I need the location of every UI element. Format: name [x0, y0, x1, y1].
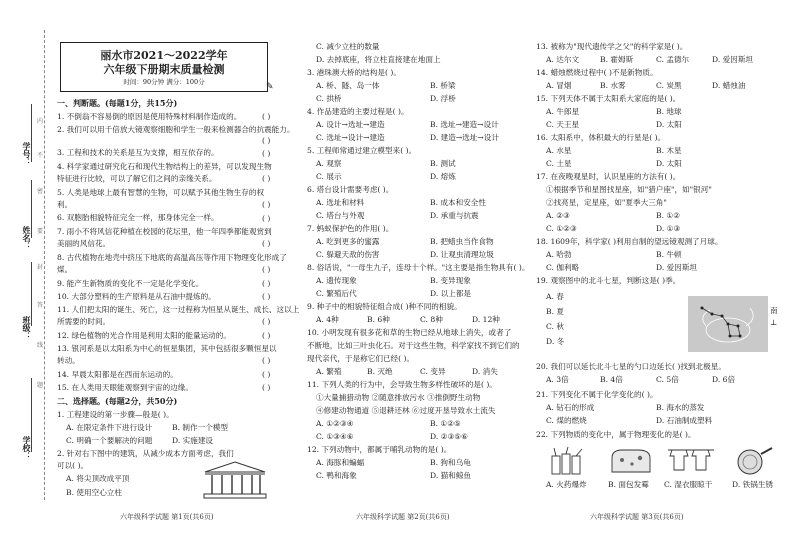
question-line: 11. 人们把太阳的诞生、死亡，这一过程称为恒星从诞生、成长、这以上: [57, 305, 300, 314]
option[interactable]: C. 躲避天敌的伤害: [316, 250, 380, 259]
option[interactable]: B. 面包发霉: [608, 480, 649, 489]
option[interactable]: D. 实施建设: [172, 436, 214, 445]
option[interactable]: A. 火药爆炸: [546, 480, 587, 489]
exam-title: 丽水市2021～2022学年: [100, 49, 228, 62]
option[interactable]: A. ①②③④: [316, 419, 354, 428]
option[interactable]: C. 展示: [316, 172, 342, 181]
option[interactable]: B. 选址→建造→设计: [430, 120, 499, 129]
option[interactable]: A. 海豚和蝙蝠: [316, 458, 365, 467]
answer-bracket[interactable]: ( ): [262, 370, 271, 379]
question-line: 4. 科学家通过研究化石和现代生物结构上的差异，可以发现生物: [57, 162, 272, 171]
question-line: 13. 银河系是以太阳系为中心的恒星集团，其中包括很多颗恒星以: [57, 344, 277, 353]
student-name-label: 姓名：: [22, 226, 32, 250]
option[interactable]: A. 吃到更多的蜜露: [316, 237, 380, 246]
answer-bracket[interactable]: ( ): [262, 317, 271, 326]
option[interactable]: C. 5倍: [656, 375, 679, 384]
option[interactable]: C. 煤的燃烧: [546, 416, 587, 425]
option[interactable]: B. 木星: [656, 146, 682, 155]
option[interactable]: A. 选址和材料: [316, 198, 365, 207]
option[interactable]: D. 蜡烛油: [712, 81, 746, 90]
option[interactable]: D. 太阳: [656, 159, 682, 168]
answer-line: [31, 378, 32, 452]
option[interactable]: B. 狗和乌龟: [430, 458, 471, 467]
option[interactable]: A. 水星: [546, 146, 572, 155]
option[interactable]: B. 霍姆斯: [600, 55, 634, 64]
question-line: 6. 塔台设计需要考虑( )。: [307, 185, 394, 194]
option[interactable]: C. 炭黑: [656, 81, 682, 90]
question-line: 可以( )。: [57, 461, 89, 470]
question-line: 14. 蜡烛燃烧过程中( )不是新物质。: [536, 68, 658, 77]
question-line: 10. 小明发现有很多花和草的生物已经从地球上消失，或者了: [307, 328, 512, 337]
seal-char: 要: [37, 228, 44, 235]
option[interactable]: B. 牛顿: [656, 250, 682, 259]
option[interactable]: D. 熔炼: [430, 172, 456, 181]
question-line: ④修建动物通道 ⑤退耕还林 ⑥过度开垦导致水土流失: [316, 406, 496, 415]
firecracker-image: [548, 446, 592, 476]
question-line: 转动。: [57, 356, 80, 365]
question-line: 11. 下列人类的行为中，会导致生物多样性破坏的是( )。: [307, 380, 497, 389]
question-line: 现代亲代，于是称它们已经( )。: [307, 354, 415, 363]
option[interactable]: C. 天王星: [546, 120, 580, 129]
question-line: 特征进行比较，可以了解它们之间的亲缘关系。: [57, 174, 217, 183]
option[interactable]: A. 遗传现象: [316, 276, 357, 285]
exam-title-box: [60, 42, 268, 92]
seal-char: 密: [37, 188, 44, 195]
option[interactable]: A. ②③: [546, 211, 570, 220]
option[interactable]: D. 冬: [546, 337, 565, 346]
question-line: 12. 绿色植物的光合作用是利用太阳的能量运动的。: [57, 331, 231, 340]
option[interactable]: B. 制作一个模型: [172, 423, 228, 432]
option[interactable]: D. 消失: [472, 367, 498, 376]
option[interactable]: A. 观察: [316, 159, 342, 168]
option[interactable]: D. 浮桥: [430, 94, 456, 103]
seal-char: 题: [37, 382, 44, 389]
section-heading: 一、判断题。(每题1分，共15分): [57, 98, 178, 108]
option[interactable]: B. ①②: [656, 211, 681, 220]
temple-building-image: [200, 460, 270, 502]
option[interactable]: A. 春: [546, 292, 564, 301]
seal-char: 线: [37, 342, 44, 349]
option[interactable]: A. 在限定条件下进行设计: [66, 423, 153, 432]
question-line: 4. 作品建造的主要过程是( )。: [307, 107, 409, 116]
question-line: 5. 工程师常通过建立模型来( )。: [307, 146, 417, 155]
answer-line: [31, 104, 32, 162]
option[interactable]: C. 变异: [420, 367, 446, 376]
option[interactable]: D. 爱因斯坦: [656, 263, 698, 272]
question-line: 2. 我们可以用千倍放大镜观察细胞和学生一般来检测器合的抗震能力。: [57, 125, 295, 134]
option[interactable]: D. 铁锅生锈: [732, 480, 774, 489]
big-dipper-image: [688, 296, 768, 352]
option[interactable]: C. 秋: [546, 322, 564, 331]
answer-bracket[interactable]: ( ): [262, 279, 271, 288]
question-line: 22. 下列物质的变化中，属于物理变化的是( )。: [536, 430, 696, 439]
question-line: ②找亮星，定星座，如"夏季大三角": [546, 198, 667, 207]
question-line: 15. 在人类用天眼能观察到宇宙的边缘。: [57, 383, 193, 392]
page-footer: 六年级科学试题 第2页(共6页): [356, 513, 450, 521]
seal-char: 内: [37, 118, 44, 125]
option[interactable]: B. 桥梁: [430, 81, 456, 90]
option[interactable]: C. ①③④⑥: [316, 432, 354, 441]
question-line: 1. 不倒翁不容易倒的原因是使用特殊材料制作造成的。: [57, 112, 242, 121]
page-footer: 六年级科学试题 第3页(共6页): [590, 513, 684, 521]
student-id-label: 学号：: [22, 142, 32, 166]
answer-bracket[interactable]: ( ): [262, 292, 271, 301]
option[interactable]: D. 以上都是: [430, 289, 472, 298]
option[interactable]: A. 将尖顶改成平顶: [66, 474, 130, 483]
answer-bracket[interactable]: ( ): [262, 331, 271, 340]
question-line: 5. 人类是地球上最有智慧的生物，可以赋予其他生物生存的权: [57, 188, 265, 197]
seal-char: 封: [37, 264, 44, 271]
option[interactable]: D. 去掉底座，将立柱直接建在地面上: [316, 55, 441, 64]
compass-arrow-icon: ⊥: [770, 318, 778, 327]
option[interactable]: B. 夏: [546, 307, 565, 316]
option[interactable]: A. 繁殖: [316, 367, 342, 376]
question-line: 1. 工程建设的第一步骤—般是( )。: [57, 410, 174, 419]
seal-line: [44, 30, 45, 500]
option[interactable]: B. 地球: [656, 107, 682, 116]
question-line: 21. 下列变化不属于化学变化的( )。: [536, 390, 658, 399]
question-line: 2. 针对右下图中的建筑，从减少成本方面考虑，我们: [57, 449, 234, 458]
question-line: 3. 工程和技术的关系是互为支撑，相互依存的。: [57, 148, 219, 157]
seal-char: 答: [37, 302, 44, 309]
question-line: 17. 在夜晚观星时，认识星座的方法有( )。: [536, 172, 681, 181]
option[interactable]: A. 哈勃: [546, 250, 572, 259]
option[interactable]: B. 灭绝: [367, 367, 393, 376]
option[interactable]: B. 使用空心立柱: [66, 488, 122, 497]
option[interactable]: C. 繁殖后代: [316, 289, 357, 298]
answer-bracket[interactable]: ( ): [262, 112, 271, 121]
question-line: 15. 下列天体不属于太阳系大家庭的是( )。: [536, 94, 681, 103]
option[interactable]: C. 鸭和海象: [316, 471, 357, 480]
question-line: 6. 双胞胎相貌特征完全一样，那身体完全一样。: [57, 213, 219, 222]
answer-bracket[interactable]: ( ): [262, 356, 271, 365]
option[interactable]: D. ①③: [656, 224, 681, 233]
option[interactable]: B. 成本和安全性: [430, 198, 486, 207]
question-line: 不断地，比如三叶虫化石。对于这些生物，科学家找不到它们的: [307, 341, 520, 350]
option[interactable]: C. 拱桥: [316, 94, 342, 103]
question-line: 16. 太阳系中，体积最大的行星是( )。: [536, 133, 666, 142]
option[interactable]: B. 把蜡虫当作食物: [430, 237, 494, 246]
option[interactable]: A. 设计→选址→建造: [316, 120, 385, 129]
pencil-icon: ✎: [266, 82, 274, 92]
option[interactable]: D. 承重与抗震: [430, 211, 479, 220]
section-heading: 二、选择题。(每题2分，共50分): [57, 396, 178, 406]
question-line: 10. 大部分塑料的生产原料是从石油中提炼的。: [57, 292, 216, 301]
option[interactable]: D. 6倍: [712, 375, 736, 384]
option[interactable]: C. 伽利略: [546, 263, 580, 272]
question-line: 8. 古代植物在地壳中挤压下地底的高温高压等作用下物理变化形成了: [57, 253, 287, 262]
option[interactable]: B. 海水的蒸发: [656, 403, 705, 412]
question-line: 3. 港珠澳大桥的结构是( )。: [307, 68, 401, 77]
exam-time-score: 时间：90分钟 满分：100分: [123, 78, 205, 86]
question-line: 18. 1609年，科学家( )利用自制的望远镜观测了月球。: [536, 237, 723, 246]
option[interactable]: C. 8种: [420, 315, 443, 324]
option[interactable]: D. 猫和鲸鱼: [430, 471, 472, 480]
question-line: ①根据季节和星图找星座，如"猎户座"，如"银河": [546, 185, 712, 194]
question-line: 20. 我们可以延长北斗七星的勺口边延长( )找到北极星。: [536, 362, 726, 371]
rusty-pan-image: [730, 446, 774, 476]
answer-line: [31, 262, 32, 326]
question-line: 所需要的时间。: [57, 317, 111, 326]
option[interactable]: C. 湿衣服晾干: [664, 480, 713, 489]
option[interactable]: C. 减少立柱的数量: [316, 42, 380, 51]
option[interactable]: D. 爱因斯坦: [712, 55, 754, 64]
option[interactable]: C. 塔台与外观: [316, 211, 365, 220]
option[interactable]: D. ②③⑤⑥: [430, 432, 468, 441]
option[interactable]: B. 测试: [430, 159, 456, 168]
option[interactable]: A. 钻石的形成: [546, 403, 595, 412]
question-line: 7. 蚂蚁保护色的作用( )。: [307, 224, 394, 233]
answer-bracket[interactable]: ( ): [262, 174, 271, 183]
question-line: 12. 下列动物中，都属于哺乳动物的是( )。: [307, 445, 452, 454]
option[interactable]: C. ①②③: [546, 224, 577, 233]
class-label: 班级：: [22, 316, 32, 340]
question-line: 煤。: [57, 265, 73, 274]
option[interactable]: A. 冒烟: [546, 81, 572, 90]
question-line: 8. 俗话说，"一母生九子，连母十个样。"这主要是指生物具有( )。: [307, 263, 530, 272]
answer-bracket[interactable]: ( ): [262, 239, 271, 248]
question-line: 9. 能产生新物质的变化不一定是化学变化。: [57, 279, 204, 288]
answer-bracket[interactable]: ( ): [262, 200, 271, 209]
option[interactable]: C. 土星: [546, 159, 572, 168]
option[interactable]: B. 水雾: [600, 81, 626, 90]
question-line: 13. 被称为"现代遗传学之父"的科学家是( )。: [536, 42, 688, 51]
option[interactable]: A. 达尔文: [546, 55, 580, 64]
school-label: 学校：: [22, 436, 32, 460]
option[interactable]: B. 变异现象: [430, 276, 471, 285]
question-line: 美丽的风信花。: [57, 239, 111, 248]
option[interactable]: A. 3倍: [546, 375, 569, 384]
question-line: 7. 雨小不将风信花种植在校园的花坛里，他一年四季都能观赏到: [57, 227, 272, 236]
option[interactable]: A. 桥、隧、岛一体: [316, 81, 380, 90]
seal-char: 不: [37, 152, 44, 159]
answer-bracket[interactable]: ( ): [262, 265, 271, 274]
option[interactable]: D. 建造→选址→设计: [430, 133, 499, 142]
option[interactable]: D. 让观虫清理垃圾: [430, 250, 494, 259]
answer-bracket[interactable]: ( ): [262, 149, 271, 158]
compass-label: 南: [770, 306, 778, 315]
option[interactable]: B. 6种: [367, 315, 390, 324]
answer-bracket[interactable]: ( ): [262, 383, 271, 392]
option[interactable]: A. 4种: [316, 315, 339, 324]
question-line: 19. 观察图中的北斗七星，判断这是( )季。: [536, 276, 681, 285]
question-line: ①大量捕猎动物 ②随意排放污水 ③推倒野生动物: [316, 393, 481, 402]
option[interactable]: C. 孟德尔: [656, 55, 690, 64]
question-line: 9. 种子中的相貌特征组合成( )种不同的相貌。: [307, 302, 462, 311]
answer-bracket[interactable]: ( ): [262, 214, 271, 223]
answer-line: [31, 180, 32, 238]
option[interactable]: C. 选址→设计→建造: [316, 133, 385, 142]
moldy-bread-image: [608, 446, 654, 476]
option[interactable]: C. 明确一个要解决的问题: [66, 436, 153, 445]
option[interactable]: D. 石油制成塑料: [656, 416, 713, 425]
option[interactable]: A. 牛郎星: [546, 107, 580, 116]
drying-clothes-image: [666, 446, 716, 476]
option[interactable]: B. ①②⑤: [430, 419, 461, 428]
option[interactable]: B. 4倍: [600, 375, 623, 384]
page-footer: 六年级科学试题 第1页(共6页): [120, 513, 214, 521]
option[interactable]: D. 太阳: [656, 120, 682, 129]
exam-subtitle: 六年级下册期末质量检测: [103, 63, 225, 76]
option[interactable]: D. 12种: [472, 315, 500, 324]
answer-bracket[interactable]: ( ): [262, 136, 271, 145]
question-line: 14. 早晨太阳都是在西而东运动的。: [57, 370, 178, 379]
question-line: 利。: [57, 200, 73, 209]
